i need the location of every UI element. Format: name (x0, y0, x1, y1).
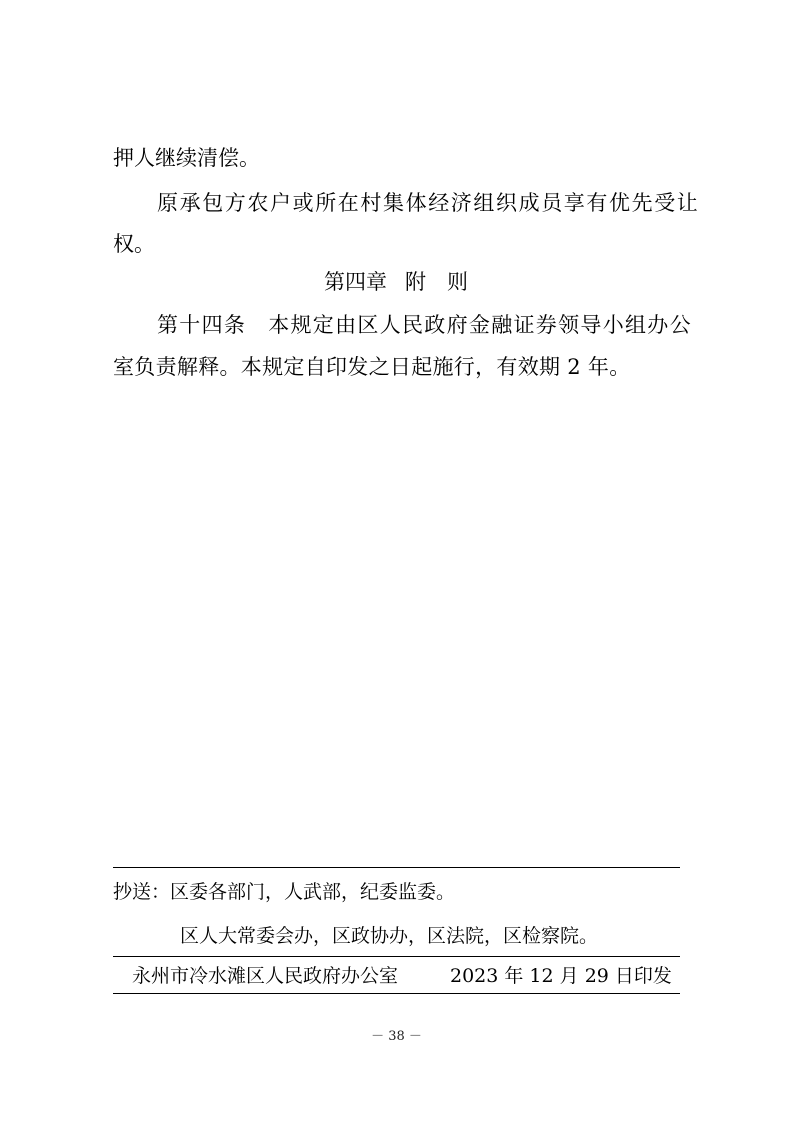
chapter-heading (113, 270, 679, 294)
paragraph-line: 押人继续清偿。 (113, 146, 260, 170)
paragraph-line: 权。 (113, 232, 155, 256)
page-number: － 38 － (371, 1029, 422, 1044)
issue-date: 2023 年 12 月 29 日印发 (450, 965, 672, 987)
chapter-number: 第四章 (324, 270, 387, 294)
footer-middle-rule (113, 956, 680, 957)
cc-line: 抄送：区委各部门，人武部，纪委监委。 (113, 881, 456, 903)
cc-line: 区人大常委会办，区政协办，区法院，区检察院。 (180, 925, 599, 947)
article-line (157, 313, 692, 337)
footer-bottom-rule (113, 993, 680, 994)
article-label: 第十四条 (157, 313, 247, 337)
article-text: 本规定由区人民政府金融证券领导小组办公 (268, 313, 692, 337)
paragraph-line: 室负责解释。本规定自印发之日起施行，有效期 2 年。 (113, 355, 631, 379)
footer-top-rule (113, 867, 680, 868)
paragraph-line: 原承包方农户或所在村集体经济组织成员享有优先受让 (157, 191, 700, 215)
chapter-title: 附 则 (405, 270, 468, 294)
issuing-office: 永州市冷水滩区人民政府办公室 (132, 965, 399, 987)
